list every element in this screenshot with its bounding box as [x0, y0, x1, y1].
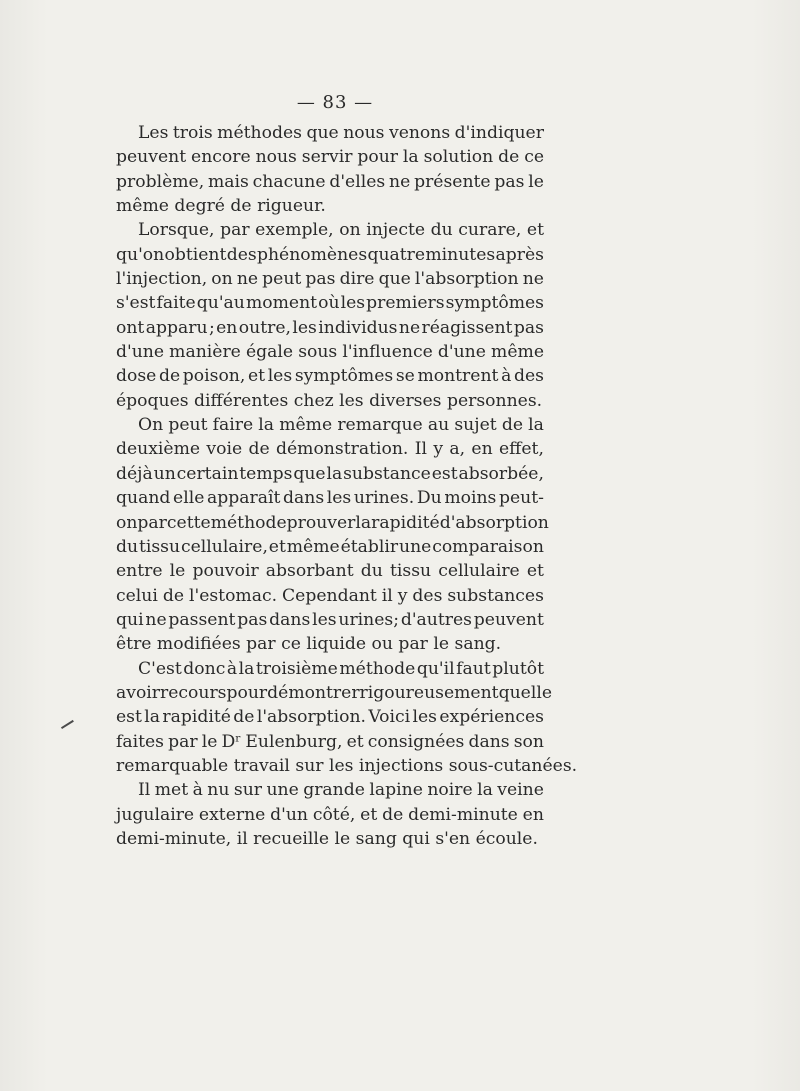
- text-line: entre le pouvoir absorbant du tissu cellulaire et: [116, 561, 544, 582]
- text-line: Lorsque, par exemple, on injecte du curare, et: [138, 220, 544, 241]
- text-line: C'est donc à la troisième méthode qu'il faut plutôt: [138, 658, 544, 679]
- text-line: qu'on obtient des phénomènes quatre minutes après: [116, 244, 544, 265]
- text-line: s'est faite qu'au moment où les premiers symptômes: [116, 293, 544, 314]
- text-line: faites par le Dʳ Eulenburg, et consignées dans son: [116, 731, 544, 752]
- text-line: est la rapidité de l'absorption. Voici les expériences: [116, 707, 544, 728]
- margin-ink-mark: [61, 720, 77, 734]
- text-line: remarquable travail sur les injections sous-cutanées.: [116, 755, 578, 776]
- text-line: avoir recours pour démontrer rigoureusement quelle: [116, 682, 552, 703]
- text-line: l'injection, on ne peut pas dire que l'absorption ne: [116, 269, 544, 290]
- text-line: dose de poison, et les symptômes se montrent à des: [116, 366, 544, 387]
- text-line: deuxième voie de démonstration. Il y a, en effet,: [116, 439, 544, 460]
- text-line: même degré de rigueur.: [116, 196, 326, 217]
- text-line: du tissu cellulaire, et même établir une comparaison: [116, 536, 544, 557]
- page-number: — 83 —: [296, 92, 374, 113]
- text-line: Les trois méthodes que nous venons d'indiquer: [138, 123, 544, 143]
- text-line: jugulaire externe d'un côté, et de demi-minute en: [116, 804, 544, 825]
- text-line: ont apparu ; en outre, les individus ne réagissent pas: [116, 317, 544, 338]
- text-line: On peut faire la même remarque au sujet de la: [138, 415, 544, 436]
- text-line: être modifiées par ce liquide ou par le sang.: [116, 634, 502, 655]
- text-line: celui de l'estomac. Cependant il y des substances: [116, 585, 544, 606]
- text-line: problème, mais chacune d'elles ne présente pas le: [116, 171, 544, 192]
- text-line: on par cette méthode prouver la rapidité d'absorption: [116, 512, 549, 533]
- text-line: quand elle apparaît dans les urines. Du moins peut-: [116, 488, 544, 509]
- text-line: peuvent encore nous servir pour la solution de ce: [116, 147, 544, 168]
- text-line: Il met à nu sur une grande lapine noire la veine: [138, 780, 544, 801]
- text-line: demi-minute, il recueille le sang qui s'en écoule.: [116, 828, 538, 849]
- text-line: époques différentes chez les diverses personnes.: [116, 390, 543, 411]
- text-line: d'une manière égale sous l'influence d'une même: [116, 342, 544, 363]
- body-text: [116, 121, 578, 851]
- text-line: déjà un certain temps que la substance est absorbée,: [116, 463, 544, 484]
- text-line: qui ne passent pas dans les urines; d'autres peuvent: [116, 609, 544, 630]
